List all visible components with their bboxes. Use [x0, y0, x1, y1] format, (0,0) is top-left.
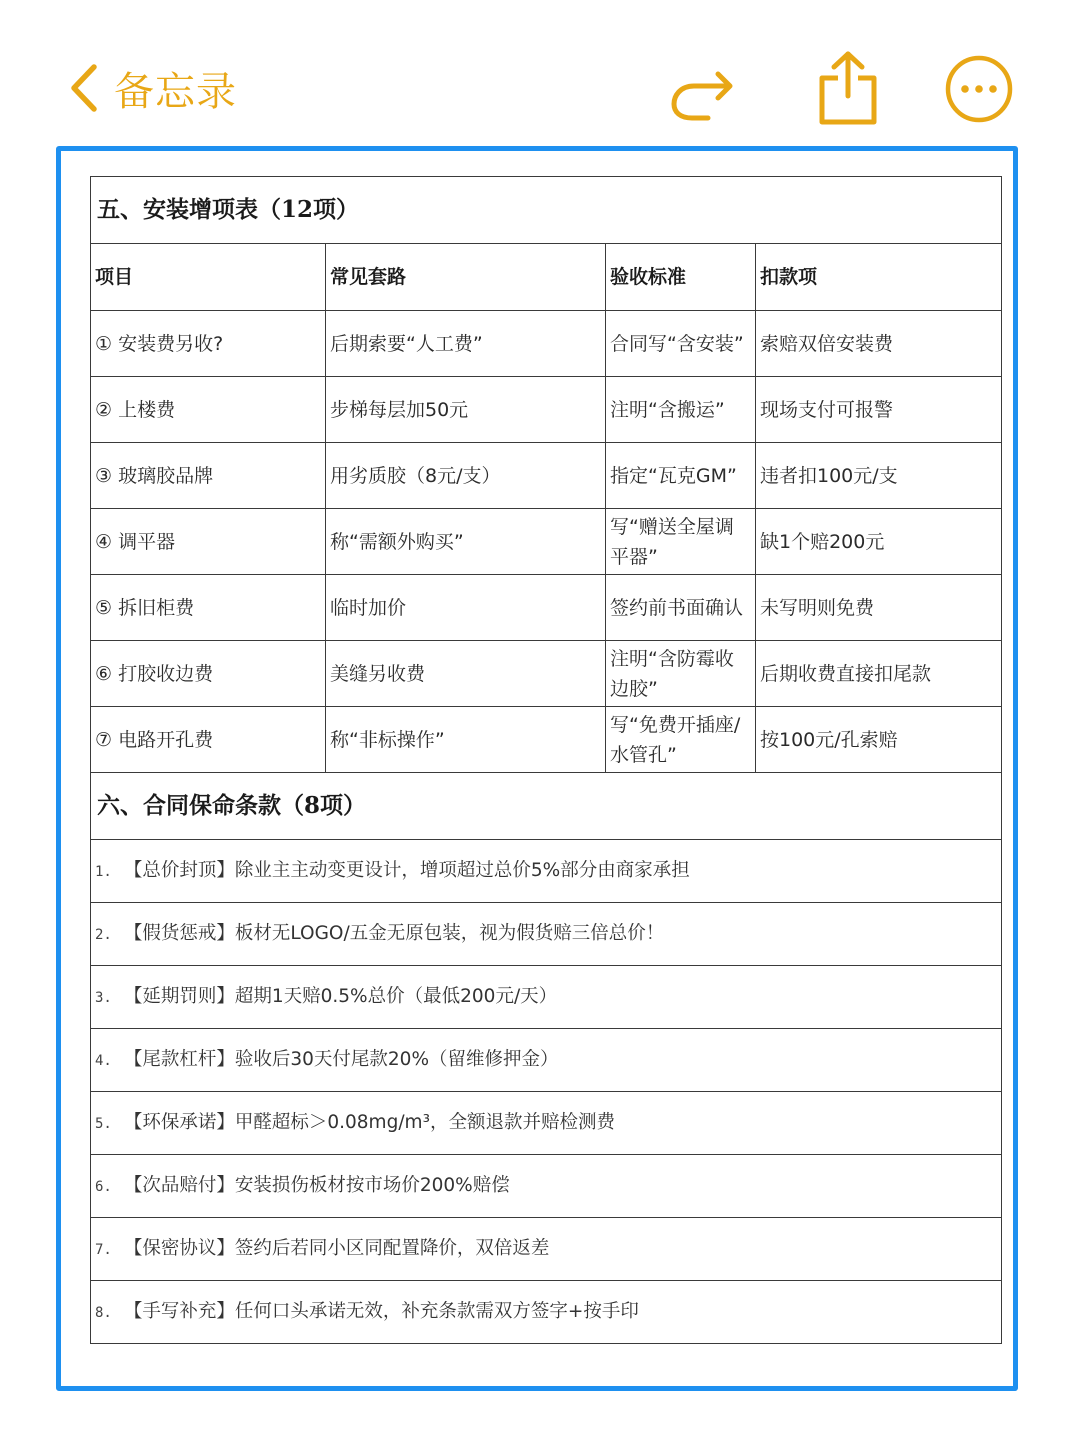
clause-text: 【延期罚则】超期1天赔0.5%总价（最低200元/天） — [123, 985, 558, 1007]
row-trick: 临时加价 — [326, 575, 606, 641]
table-header-row — [91, 244, 1002, 311]
clause-text: 【环保承诺】甲醛超标＞0.08mg/m³，全额退款并赔检测费 — [123, 1111, 615, 1133]
note-image-frame[interactable] — [56, 146, 1018, 1391]
row-standard: 写“赠送全屋调平器” — [606, 509, 756, 575]
row-item: ⑦ 电路开孔费 — [91, 707, 326, 773]
clause-number: 7. — [95, 1241, 112, 1258]
clause-number: 8. — [95, 1304, 112, 1321]
row-deduction: 后期收费直接扣尾款 — [756, 641, 1002, 707]
clause-number: 1. — [95, 863, 112, 880]
clause-number: 4. — [95, 1052, 112, 1069]
document-sheet — [90, 176, 1001, 1344]
row-trick: 美缝另收费 — [326, 641, 606, 707]
navigation-bar — [0, 0, 1080, 150]
row-trick: 称“需额外购买” — [326, 509, 606, 575]
clause-text: 【假货惩戒】板材无LOGO/五金无原包装，视为假货赔三倍总价！ — [123, 922, 665, 944]
table-row — [91, 509, 1002, 575]
row-item: ④ 调平器 — [91, 509, 326, 575]
clause-text: 【手写补充】任何口头承诺无效，补充条款需双方签字+按手印 — [123, 1300, 639, 1322]
table-row — [91, 641, 1002, 707]
header-trick: 常见套路 — [326, 244, 606, 311]
clause-text: 【尾款杠杆】验收后30天付尾款20%（留维修押金） — [123, 1048, 559, 1070]
table-row — [91, 377, 1002, 443]
clause-number: 5. — [95, 1115, 112, 1132]
row-standard: 注明“含防霉收边胶” — [606, 641, 756, 707]
more-icon[interactable] — [944, 54, 1014, 124]
table-row — [91, 443, 1002, 509]
clause-text: 【保密协议】签约后若同小区同配置降价，双倍返差 — [123, 1237, 550, 1259]
clause-text: 【总价封顶】除业主主动变更设计，增项超过总价5%部分由商家承担 — [123, 859, 690, 881]
install-extras-table — [90, 176, 1002, 1344]
clause-row — [91, 1155, 1002, 1218]
clause-number: 3. — [95, 989, 112, 1006]
row-standard: 签约前书面确认 — [606, 575, 756, 641]
header-standard: 验收标准 — [606, 244, 756, 311]
row-standard: 注明“含搬运” — [606, 377, 756, 443]
row-item: ① 安装费另收? — [91, 311, 326, 377]
table-row — [91, 707, 1002, 773]
redo-icon[interactable] — [668, 58, 734, 122]
clause-row — [91, 966, 1002, 1029]
row-standard: 写“免费开插座/水管孔” — [606, 707, 756, 773]
clause-number: 6. — [95, 1178, 112, 1195]
clause-number: 2. — [95, 926, 112, 943]
clause-row — [91, 840, 1002, 903]
row-deduction: 未写明则免费 — [756, 575, 1002, 641]
row-item: ⑥ 打胶收边费 — [91, 641, 326, 707]
row-deduction: 索赔双倍安装费 — [756, 311, 1002, 377]
header-item: 项目 — [91, 244, 326, 311]
row-deduction: 按100元/孔索赔 — [756, 707, 1002, 773]
row-deduction: 现场支付可报警 — [756, 377, 1002, 443]
section-6-title: 六、合同保命条款（8项） — [91, 773, 1002, 840]
table-row — [91, 575, 1002, 641]
back-label: 备忘录 — [114, 68, 237, 115]
clause-row — [91, 1218, 1002, 1281]
clause-row — [91, 1029, 1002, 1092]
clause-text: 【次品赔付】安装损伤板材按市场价200%赔偿 — [123, 1174, 510, 1196]
row-item: ③ 玻璃胶品牌 — [91, 443, 326, 509]
header-deduction: 扣款项 — [756, 244, 1002, 311]
clause-row — [91, 1281, 1002, 1344]
row-deduction: 违者扣100元/支 — [756, 443, 1002, 509]
row-trick: 用劣质胶（8元/支） — [326, 443, 606, 509]
clause-row — [91, 903, 1002, 966]
share-icon[interactable] — [816, 50, 880, 126]
chevron-left-icon — [66, 63, 100, 113]
row-trick: 称“非标操作” — [326, 707, 606, 773]
table-row — [91, 311, 1002, 377]
row-trick: 后期索要“人工费” — [326, 311, 606, 377]
row-deduction: 缺1个赔200元 — [756, 509, 1002, 575]
row-trick: 步梯每层加50元 — [326, 377, 606, 443]
back-button[interactable] — [66, 58, 237, 118]
section-5-title: 五、安装增项表（12项） — [91, 177, 1002, 244]
row-item: ⑤ 拆旧柜费 — [91, 575, 326, 641]
row-standard: 指定“瓦克GM” — [606, 443, 756, 509]
row-item: ② 上楼费 — [91, 377, 326, 443]
clause-row — [91, 1092, 1002, 1155]
row-standard: 合同写“含安装” — [606, 311, 756, 377]
